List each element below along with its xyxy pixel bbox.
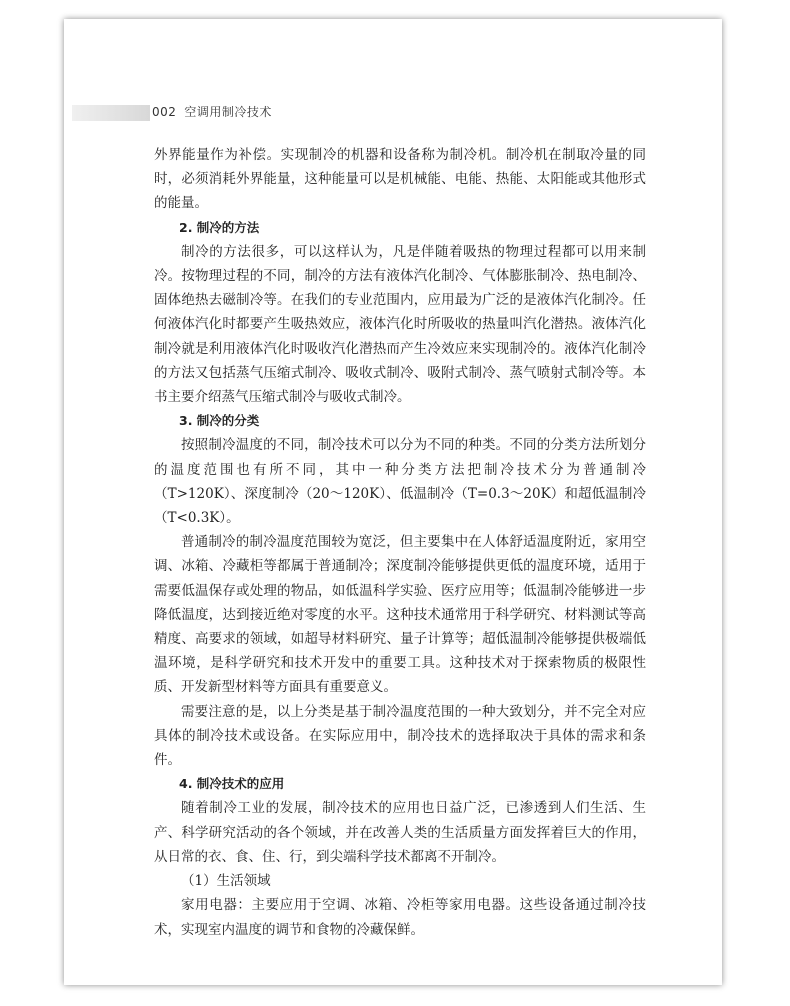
paragraph-household-appliances: 家用电器：主要应用于空调、冰箱、冷柜等家用电器。这些设备通过制冷技术，实现室内温度的调节和食物的冷藏保鲜。 (154, 897, 646, 938)
paragraph-applications: 随着制冷工业的发展，制冷技术的应用也日益广泛，已渗透到人们生活、生产、科学研究活动的各个领域，并在改善人类的生活质量方面发挥着巨大的作用，从日常的衣、食、住、行，到尖端科学技术都离不开制冷。 (154, 800, 646, 865)
header-accent-bar (72, 105, 150, 121)
paragraph-classification: 按照制冷温度的不同，制冷技术可以分为不同的种类。不同的分类方法所划分的温度范围也有所不同，其中一种分类方法把制冷技术分为普通制冷（T>120K）、深度制冷（20～120K）、低温制冷（T=0.3～20K）和超低温制冷（T<0.3K）。 (154, 437, 646, 527)
subheading-daily-life: （1）生活领域 (181, 873, 271, 890)
paragraph-methods: 制冷的方法很多，可以这样认为，凡是伴随着吸热的物理过程都可以用来制冷。按物理过程的不同，制冷的方法有液体汽化制冷、气体膨胀制冷、热电制冷、固体绝热去磁制冷等。在我们的专业范围内，应用最为广泛的是液体汽化制冷。任何液体汽化时都要产生吸热效应，液体汽化时所吸收的热量叫汽化潜热。液体汽化制冷就是利用液体汽化时吸收汽化潜热而产生冷效应来实现制冷的。液体汽化制冷的方法又包括蒸气压缩式制冷、吸收式制冷、吸附式制冷、蒸气喷射式制冷等。本书主要介绍蒸气压缩式制冷与吸收式制冷。 (154, 243, 646, 406)
page-number: 002 (152, 105, 177, 119)
paragraph-classification-note: 需要注意的是，以上分类是基于制冷温度范围的一种大致划分，并不完全对应具体的制冷技术或设备。在实际应用中，制冷技术的选择取决于具体的需求和条件。 (154, 703, 646, 769)
book-page (64, 19, 722, 985)
running-header (152, 103, 272, 120)
paragraph-continuation: 外界能量作为补偿。实现制冷的机器和设备称为制冷机。制冷机在制取冷量的同时，必须消耗外界能量，这种能量可以是机械能、电能、热能、太阳能或其他形式的能量。 (154, 147, 646, 212)
section-heading-methods: 2. 制冷的方法 (179, 219, 260, 235)
body-text (154, 143, 646, 942)
section-heading-applications: 4. 制冷技术的应用 (179, 776, 285, 792)
book-title: 空调用制冷技术 (184, 105, 272, 119)
section-heading-classification: 3. 制冷的分类 (179, 413, 260, 429)
paragraph-classification-details: 普通制冷的制冷温度范围较为宽泛，但主要集中在人体舒适温度附近，家用空调、冰箱、冷藏柜等都属于普通制冷；深度制冷能够提供更低的温度环境，适用于需要低温保存或处理的物品，如低温科学实验、医疗应用等；低温制冷能够进一步降低温度，达到接近绝对零度的水平。这种技术通常用于科学研究、材料测试等高精度、高要求的领域，如超导材料研究、量子计算等；超低温制冷能够提供极端低温环境，是科学研究和技术开发中的重要工具。这种技术对于探索物质的极限性质、开发新型材料等方面具有重要意义。 (154, 534, 646, 696)
